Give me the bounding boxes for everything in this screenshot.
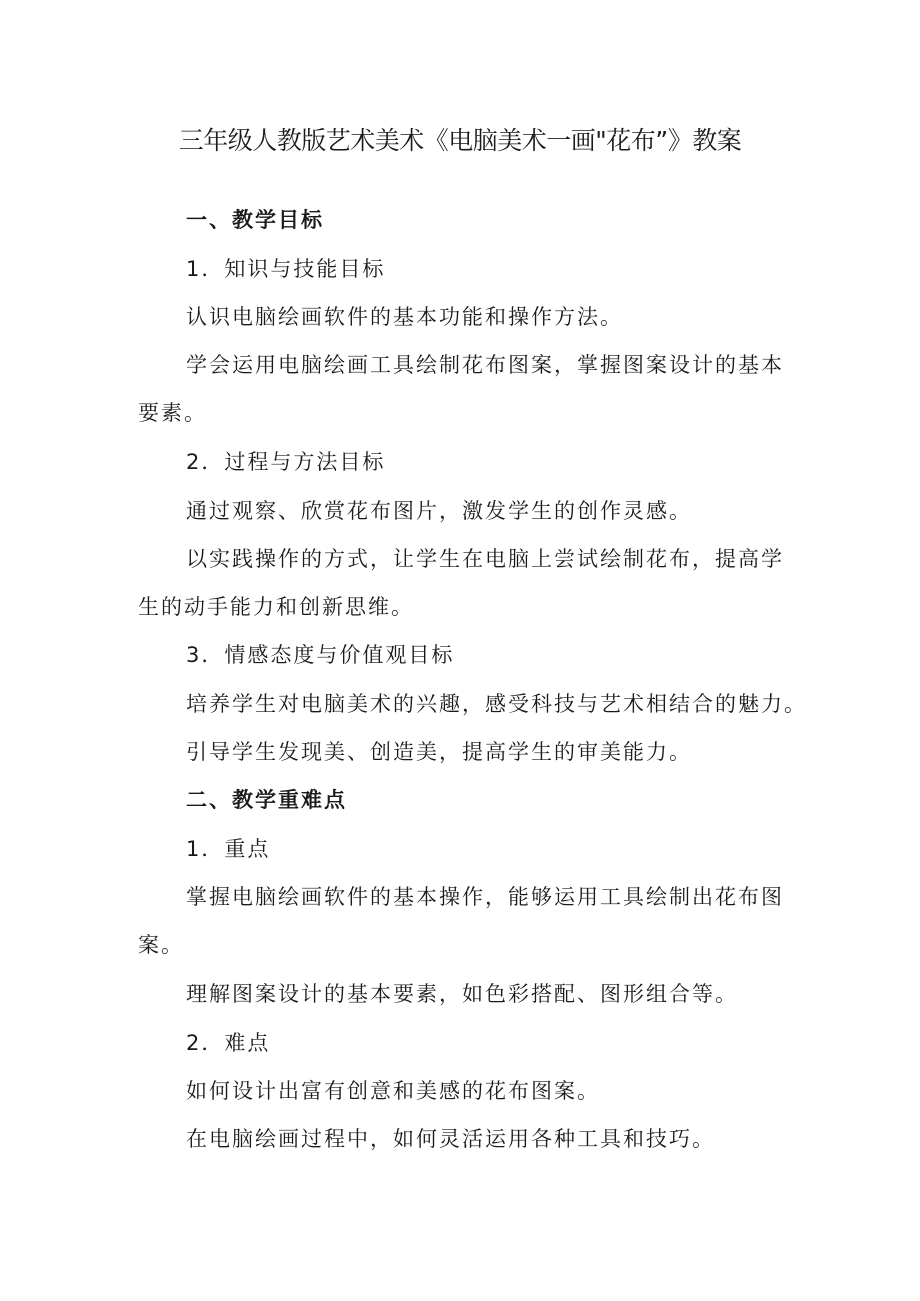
paragraph: 在电脑绘画过程中，如何灵活运用各种工具和技巧。 (186, 1127, 715, 1151)
paragraph: 学会运用电脑绘画工具绘制花布图案，掌握图案设计的基本 (186, 353, 784, 377)
paragraph: 掌握电脑绘画软件的基本操作，能够运用工具绘制出花布图 (186, 885, 784, 909)
section-heading-key-difficult-points: 二、教学重难点 (186, 788, 347, 812)
document-title: 三年级人教版艺术美术《电脑美术一画"花布”》教案 (178, 126, 742, 155)
paragraph: 通过观察、欣赏花布图片，激发学生的创作灵感。 (186, 499, 692, 523)
paragraph: 如何设计出富有创意和美感的花布图案。 (186, 1079, 600, 1103)
paragraph-continuation: 案。 (138, 933, 184, 957)
paragraph: 以实践操作的方式，让学生在电脑上尝试绘制花布，提高学 (186, 547, 784, 571)
paragraph: 引导学生发现美、创造美，提高学生的审美能力。 (186, 740, 692, 764)
subheading-process-methods: 2．过程与方法目标 (186, 450, 386, 474)
subheading-difficult-points: 2．难点 (186, 1031, 271, 1055)
paragraph-continuation: 要素。 (138, 401, 207, 425)
subheading-key-points: 1．重点 (186, 837, 271, 861)
paragraph: 理解图案设计的基本要素，如色彩搭配、图形组合等。 (186, 982, 738, 1006)
paragraph: 培养学生对电脑美术的兴趣，感受科技与艺术相结合的魅力。 (186, 692, 807, 716)
paragraph-continuation: 生的动手能力和创新思维。 (138, 595, 414, 619)
section-heading-teaching-goals: 一、教学目标 (186, 208, 324, 232)
paragraph: 认识电脑绘画软件的基本功能和操作方法。 (186, 305, 623, 329)
subheading-emotion-values: 3．情感态度与价值观目标 (186, 643, 455, 667)
subheading-knowledge-skills: 1．知识与技能目标 (186, 257, 386, 281)
